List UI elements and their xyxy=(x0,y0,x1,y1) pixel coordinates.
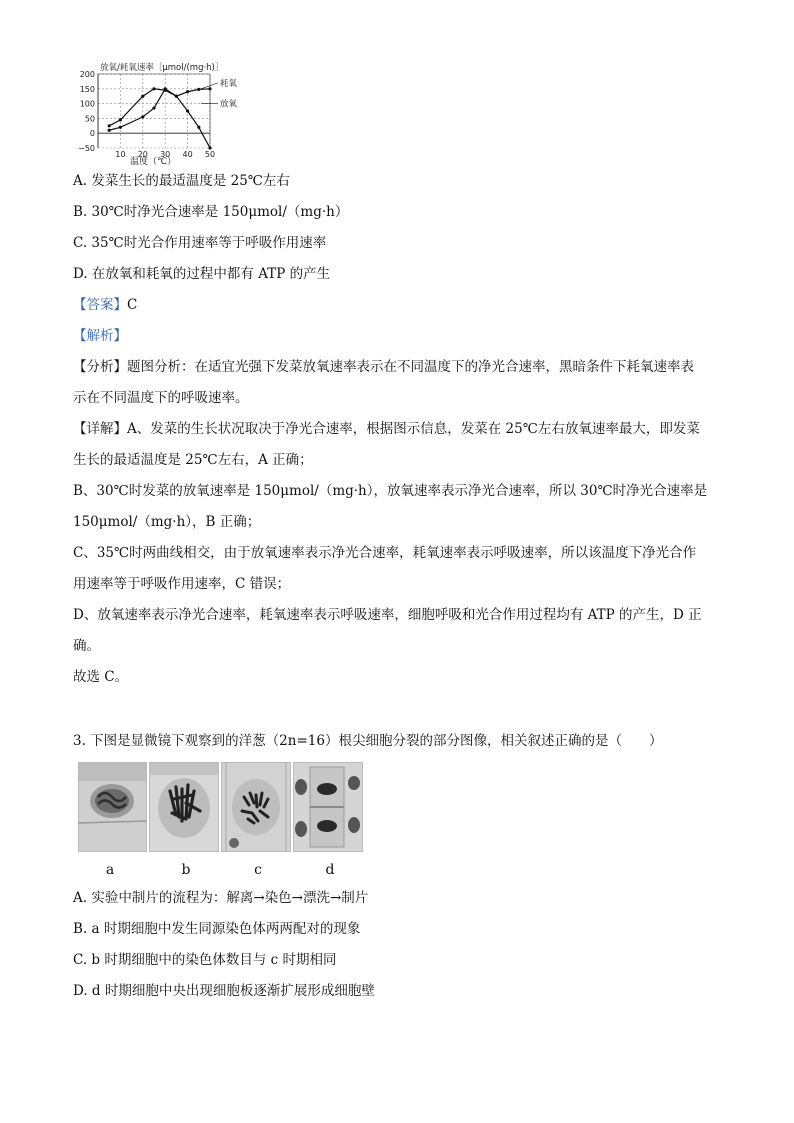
chart-y-ticks xyxy=(78,70,95,153)
q2-option-b: B. 30℃时净光合速率是 150μmol/（mg·h） xyxy=(73,204,349,220)
q3-option-b: B. a 时期细胞中发生同源染色体两两配对的现象 xyxy=(73,921,361,937)
q2-xiangjie-c-1: C、35℃时两曲线相交，由于放氧速率表示净光合速率，耗氧速率表示呼吸速率，所以该温度下净光合作 xyxy=(73,545,697,561)
series-1-point xyxy=(108,129,111,132)
series-0-point xyxy=(197,88,200,91)
y-tick-label: −50 xyxy=(78,144,95,153)
micrograph-d xyxy=(293,762,363,852)
answer-value: C xyxy=(127,297,138,313)
series-label: 耗氧 xyxy=(220,78,238,89)
micrograph-row xyxy=(78,762,363,854)
y-tick-label: 200 xyxy=(79,70,95,79)
micrograph-b xyxy=(149,762,219,852)
x-tick-label: 50 xyxy=(204,150,216,159)
q3-option-a: A. 实验中制片的流程为：解离→染色→漂洗→制片 xyxy=(73,890,369,906)
series-line-0 xyxy=(109,89,210,126)
micrograph-label-c: c xyxy=(254,862,262,878)
x-tick-label: 30 xyxy=(160,150,171,159)
series-label: 放氧 xyxy=(220,99,238,110)
series-1-point xyxy=(141,115,144,118)
fenxi-tag: 【分析】 xyxy=(73,359,127,375)
series-0-point xyxy=(141,95,144,98)
q3-option-d: D. d 时期细胞中央出现细胞板逐渐扩展形成细胞壁 xyxy=(73,983,375,999)
fenxi-text-1: 题图分析：在适宜光强下发菜放氧速率表示在不同温度下的净光合速率，黑暗条件下耗氧速率表 xyxy=(127,359,694,375)
q2-answer xyxy=(73,296,137,314)
series-1-point xyxy=(208,146,211,149)
analysis-tag: 【解析】 xyxy=(73,328,127,344)
q2-xiangjie-b-2: 150μmol/（mg·h），B 正确； xyxy=(73,514,261,530)
xiangjie-a-text: A、发菜的生长状况取决于净光合速率，根据图示信息，发菜在 25℃左右放氧速率最大，即发菜 xyxy=(127,421,700,437)
x-tick-label: 10 xyxy=(115,150,126,159)
series-1-point xyxy=(152,106,155,109)
answer-tag: 【答案】 xyxy=(73,297,127,313)
series-0-point xyxy=(208,87,211,90)
q2-option-c: C. 35℃时光合作用速率等于呼吸作用速率 xyxy=(73,235,327,251)
series-1-point xyxy=(175,95,178,98)
series-1-point xyxy=(186,109,189,112)
q2-xiangjie-d-2: 确。 xyxy=(73,638,100,654)
micrograph-c xyxy=(221,762,291,852)
xiangjie-tag: 【详解】 xyxy=(73,421,127,437)
series-0-point xyxy=(186,90,189,93)
chart-ylabel: 放氧/耗氧速率［μmol/(mg·h)］ xyxy=(100,63,224,73)
series-1-point xyxy=(197,126,200,129)
q2-option-a: A. 发菜生长的最适温度是 25℃左右 xyxy=(73,173,290,189)
micrograph-label-a: a xyxy=(105,862,115,878)
series-0-point xyxy=(119,118,122,121)
series-1-point xyxy=(119,126,122,129)
x-tick-label: 20 xyxy=(137,150,148,159)
x-tick-label: 40 xyxy=(182,150,193,159)
chart-xlabel: 温度（℃） xyxy=(130,157,177,167)
q2-conclusion: 故选 C。 xyxy=(73,669,129,685)
y-tick-label: 0 xyxy=(89,129,95,139)
micrograph-a xyxy=(78,762,147,852)
q2-option-d: D. 在放氧和耗氧的过程中都有 ATP 的产生 xyxy=(73,266,331,282)
q3-stem: 3. 下图是显微镜下观察到的洋葱（2n=16）根尖细胞分裂的部分图像，相关叙述正确的是（ ） xyxy=(73,733,663,749)
q2-xiangjie-a-1 xyxy=(73,420,700,438)
q2-analysis-heading xyxy=(73,327,127,345)
chart-series-labels xyxy=(201,78,237,110)
q2-xiangjie-d-1: D、放氧速率表示净光合速率，耗氧速率表示呼吸速率，细胞呼吸和光合作用过程均有 ATP 的产生，D 正 xyxy=(73,607,702,623)
chart-axes xyxy=(98,74,210,148)
q2-fenxi-line-2: 示在不同温度下的呼吸速率。 xyxy=(73,390,249,406)
chart-grid xyxy=(98,74,210,148)
micrograph-label-d: d xyxy=(325,862,335,878)
series-0-point xyxy=(152,87,155,90)
y-tick-label: 150 xyxy=(79,84,95,94)
micrograph-label-b: b xyxy=(181,862,191,878)
q3-option-c: C. b 时期细胞中的染色体数目与 c 时期相同 xyxy=(73,952,337,968)
q2-xiangjie-a-2: 生长的最适温度是 25℃左右，A 正确； xyxy=(73,452,313,468)
oxygen-rate-chart xyxy=(68,58,258,170)
series-1-point xyxy=(164,87,167,90)
series-0-point xyxy=(108,124,111,127)
q2-fenxi-line-1 xyxy=(73,358,694,376)
y-tick-label: 100 xyxy=(79,99,95,109)
y-tick-label: 50 xyxy=(84,114,95,124)
q2-xiangjie-b-1: B、30℃时发菜的放氧速率是 150μmol/（mg·h），放氧速率表示净光合速率，所以 30℃时净光合速率是 xyxy=(73,483,708,499)
q2-xiangjie-c-2: 用速率等于呼吸作用速率，C 错误； xyxy=(73,576,291,592)
